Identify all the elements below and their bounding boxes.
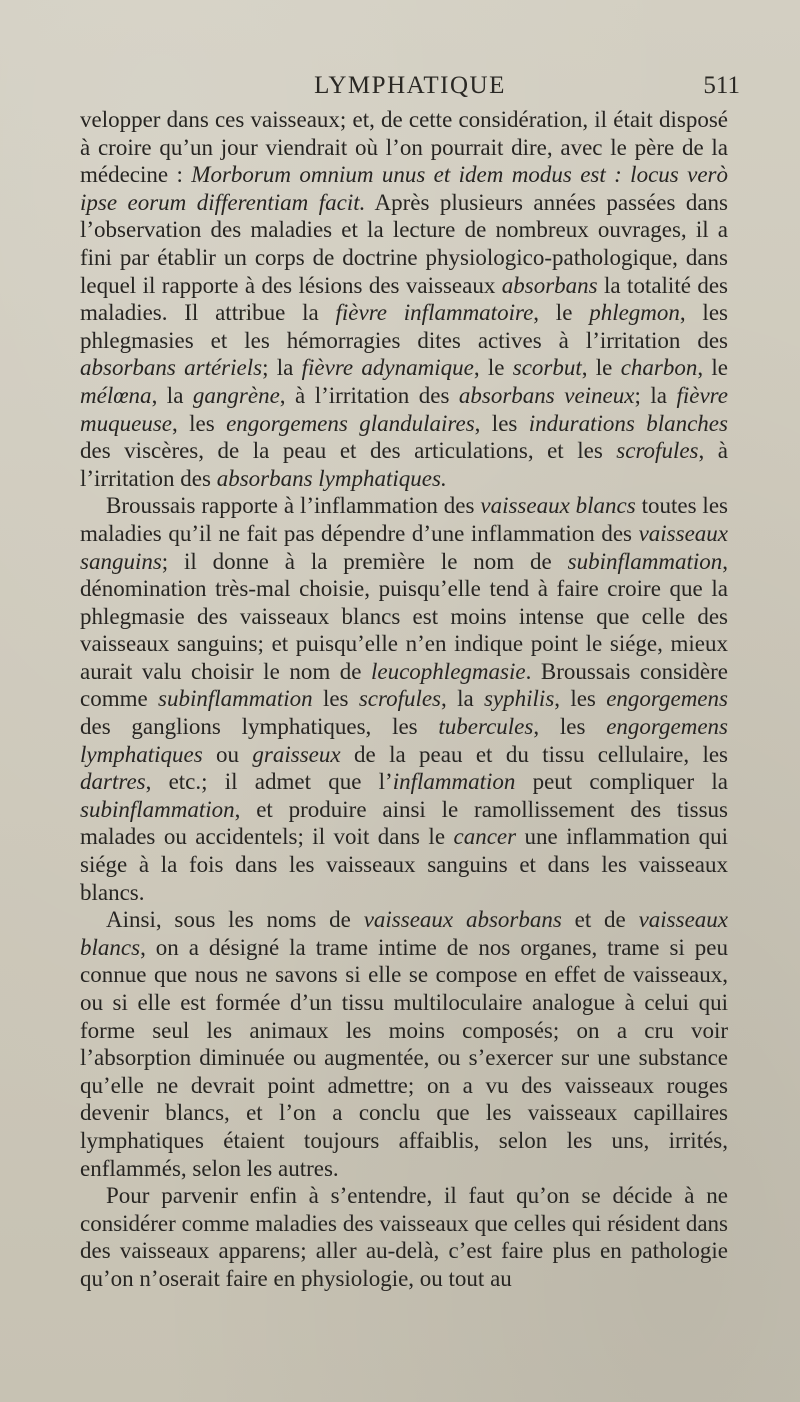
text-run: , le: [697, 355, 728, 381]
text-run: Après plusieurs années passées dans l’observation des maladies et la lecture de nombreux ouvrages, il a fini par établir un corps de doctrine physiologico-pathologique, dans lequel il rapporte à des lésions des vaisseaux: [80, 189, 728, 298]
text-run: , la: [151, 382, 193, 408]
italic-run: fièvre adynamique: [301, 355, 474, 381]
text-run: , les: [533, 714, 607, 740]
text-run: , la: [441, 686, 484, 712]
running-head: [80, 72, 740, 106]
text-run: , les: [474, 410, 529, 436]
text-run: , à l’irritation des: [279, 382, 459, 408]
italic-run: fièvre muqueuse: [80, 382, 728, 436]
text-run: les: [312, 686, 359, 712]
italic-run: scorbut: [512, 355, 582, 381]
text-run: , le: [533, 300, 590, 326]
text-run: de la peau et du tissu cellulaire, les: [340, 741, 729, 767]
paragraph-2: [80, 492, 728, 906]
italic-run: gangrène: [192, 382, 280, 408]
text-run: velopper dans ces vaisseaux; et, de cette considération, il était disposé à croire qu’un jour viendrait où l’on pourrait dire, avec le père de la médecine :: [80, 107, 728, 188]
italic-run: subinflammation: [158, 686, 313, 712]
italic-run: vaisseaux absorbans: [363, 907, 562, 933]
paragraph-3: [80, 906, 728, 1182]
text-run: , le: [581, 355, 621, 381]
italic-run: vaisseaux blancs: [480, 493, 636, 519]
text-run: , etc.; il admet que l’: [145, 769, 393, 795]
italic-run: engorgemens glandulaires: [226, 410, 475, 436]
text-run: , dénomination très-mal choisie, puisqu’elle tend à faire croire que la phlegmasie des vaisseaux blancs est moins intense que celle des vaisseaux sanguins; et puisqu’elle n’en indique point le siége, mieux aurait valu choisir le nom de: [80, 548, 728, 684]
text-run: , les: [171, 410, 227, 436]
text-run: ; la: [634, 382, 677, 408]
text-run: ou: [202, 741, 253, 767]
italic-run: mélœna: [80, 382, 152, 408]
page-number: 511: [703, 72, 740, 99]
italic-run: engorgemens lymphatiques: [80, 714, 728, 767]
text-run: Pour parvenir enfin à s’entendre, il faut qu’on se décide à ne considérer comme maladies des vaisseaux que celles qui résident dans des vaisseaux apparens; aller au-delà, c’est faire plus en pathologie qu’on n’oserait faire en physiologie, ou tout au: [80, 1183, 728, 1291]
text-run: Broussais rapporte à l’inflammation des: [106, 493, 481, 519]
text-run: peut compliquer la: [515, 769, 728, 795]
text-run: et de: [561, 907, 639, 933]
italic-run: cancer: [453, 824, 517, 850]
text-run: , on a désigné la trame intime de nos organes, trame si peu connue que nous ne savons si elle se compose en effet de vaisseaux, ou si elle est formée d’un tissu multiloculaire analogue à celui qui forme seul les animaux les moins composés; on a cru voir l’absorption diminuée ou augmentée, ou s’exercer sur une substance qu’elle ne devrait point admettre; on a vu des vaisseaux rouges devenir blancs, et l’on a conclu que les vaisseaux capillaires lymphatiques étaient toujours affaiblis, selon les uns, irrités, enflammés, selon les autres.: [80, 934, 728, 1181]
italic-run: absorbans: [501, 272, 598, 298]
italic-run: Morborum omnium unus et idem modus est : locus verò ipse eorum differentiam facit.: [80, 162, 728, 215]
italic-run: scrofules: [358, 686, 442, 712]
text-run: Ainsi, sous les noms de: [106, 907, 364, 933]
text-run: des ganglions lymphatiques, les: [80, 714, 439, 740]
italic-run: graisseux: [252, 741, 341, 767]
italic-run: phlegmon: [589, 300, 680, 326]
text-run: la totalité des maladies. Il attribue la: [80, 272, 728, 326]
italic-run: dartres: [80, 769, 146, 795]
text-run: . Broussais considère comme: [80, 658, 728, 712]
italic-run: scrofules: [616, 438, 699, 464]
paragraph-4: [80, 1182, 728, 1292]
italic-run: absorbans lymphatiques.: [216, 465, 447, 491]
italic-run: absorbans artériels: [80, 355, 263, 381]
text-run: des viscères, de la peau et des articulations, et les: [80, 438, 617, 464]
text-run: , le: [473, 355, 513, 381]
italic-run: charbon: [620, 355, 698, 381]
italic-run: subinflammation: [567, 548, 723, 574]
text-run: , à l’irritation des: [80, 438, 728, 491]
text-run: ; il donne à la première le nom de: [161, 548, 568, 574]
text-run: , et produire ainsi le ramollissement des tissus malades ou accidentels; il voit dans le: [80, 796, 728, 850]
text-run: une inflammation qui siége à la fois dans les vaisseaux sanguins et dans les vaisseaux blancs.: [80, 824, 728, 905]
italic-run: fièvre inflammatoire: [335, 300, 534, 326]
italic-run: indurations blanches: [528, 410, 728, 436]
italic-run: tubercules: [438, 714, 534, 740]
text-run: , les phlegmasies et les hémorragies dites actives à l’irritation des: [80, 300, 728, 353]
body-text: [80, 106, 728, 1293]
paragraph-1: [80, 106, 728, 492]
italic-run: vaisseaux blancs: [80, 907, 728, 960]
text-run: ; la: [262, 355, 302, 381]
text-run: , les: [554, 686, 607, 712]
text-run: toutes les maladies qu’il ne fait pas dépendre d’une inflammation des: [80, 493, 728, 546]
italic-run: engorgemens: [606, 686, 728, 712]
running-title: LYMPHATIQUE: [314, 72, 506, 99]
italic-run: vaisseaux sanguins: [80, 520, 728, 574]
italic-run: inflammation: [392, 769, 516, 795]
italic-run: leucophlegmasie: [371, 658, 526, 684]
italic-run: syphilis: [483, 686, 555, 712]
italic-run: absorbans veineux: [458, 382, 635, 408]
italic-run: subinflammation: [80, 796, 235, 822]
